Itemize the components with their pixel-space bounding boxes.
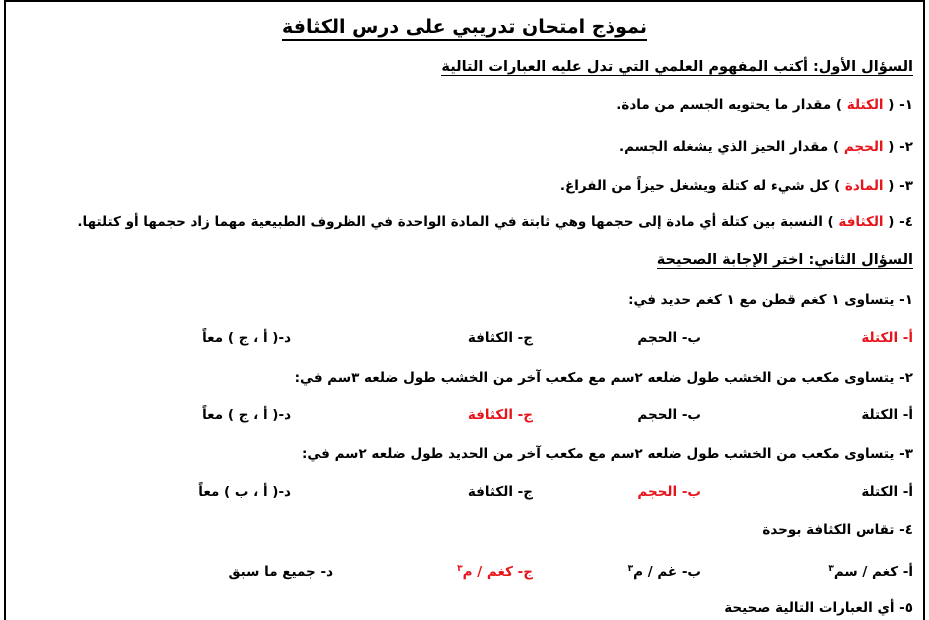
q2-question-3: ٣- يتساوى مكعب من الخشب طول ضلعه ٢سم مع مكعب آخر من الحديد طول ضلعه ٢سم في: [302, 446, 913, 462]
q2-3-option-d: د-( أ ، ب ) معاً [198, 484, 291, 500]
q1-item-2: ٢- ( الحجم ) مقدار الحيز الذي يشغله الجسم. [618, 139, 913, 155]
answer-term: الكتلة [846, 97, 884, 113]
q2-heading: السؤال الثاني: اختر الإجابة الصحيحة [656, 252, 913, 268]
q2-3-option-b: ب- الحجم [637, 484, 701, 500]
worksheet-page [4, 0, 925, 620]
q2-question-5: ٥- أي العبارات التالية صحيحة [724, 600, 913, 616]
q1-item-1: ١- ( الكتلة ) مقدار ما يحتويه الجسم من مادة. [616, 97, 913, 113]
q2-4-option-a: أ- كغم / سم$^٣$ [828, 564, 913, 580]
q2-4-option-d: د- جميع ما سبق [228, 564, 333, 580]
q2-question-1: ١- يتساوى ١ كغم قطن مع ١ كغم حديد في: [628, 292, 913, 308]
q1-heading: السؤال الأول: أكتب المفهوم العلمي التي تدل عليه العبارات التالية [441, 59, 913, 75]
q2-question-4: ٤- تقاس الكثافة بوحدة [762, 522, 913, 538]
q2-2-option-d: د-( أ ، ج ) معاً [202, 407, 291, 423]
q2-2-option-b: ب- الحجم [637, 407, 701, 423]
answer-term: الكثافة [838, 214, 884, 230]
q1-item-4: ٤- ( الكثافة ) النسبة بين كتلة أي مادة إلى حجمها وهي ثابتة في المادة الواحدة في الظروف الطبيعية مهما زاد حجمها أو كتلتها. [77, 214, 913, 230]
q2-1-option-d: د-( أ ، ج ) معاً [202, 330, 291, 346]
q2-4-option-b: ب- غم / م$^٣$ [627, 564, 701, 580]
answer-term: المادة [844, 178, 884, 194]
q2-3-option-c: ج- الكثافة [467, 484, 533, 500]
q2-2-option-c: ج- الكثافة [467, 407, 533, 423]
q2-1-option-c: ج- الكثافة [467, 330, 533, 346]
q2-1-option-a: أ- الكتلة [861, 330, 913, 346]
q2-3-option-a: أ- الكتلة [861, 484, 913, 500]
answer-term: الحجم [843, 139, 884, 155]
q2-1-option-b: ب- الحجم [637, 330, 701, 346]
q2-2-option-a: أ- الكتلة [861, 407, 913, 423]
q2-question-2: ٢- يتساوى مكعب من الخشب طول ضلعه ٢سم مع مكعب آخر من الخشب طول ضلعه ٣سم في: [294, 370, 913, 386]
q1-item-3: ٣- ( المادة ) كل شيء له كتلة ويشغل حيزاً من الفراغ. [559, 178, 913, 194]
page-title: نموذج امتحان تدريبي على درس الكثافة [6, 14, 923, 40]
q2-4-option-c: ج- كغم / م$^٣$ [457, 564, 533, 580]
